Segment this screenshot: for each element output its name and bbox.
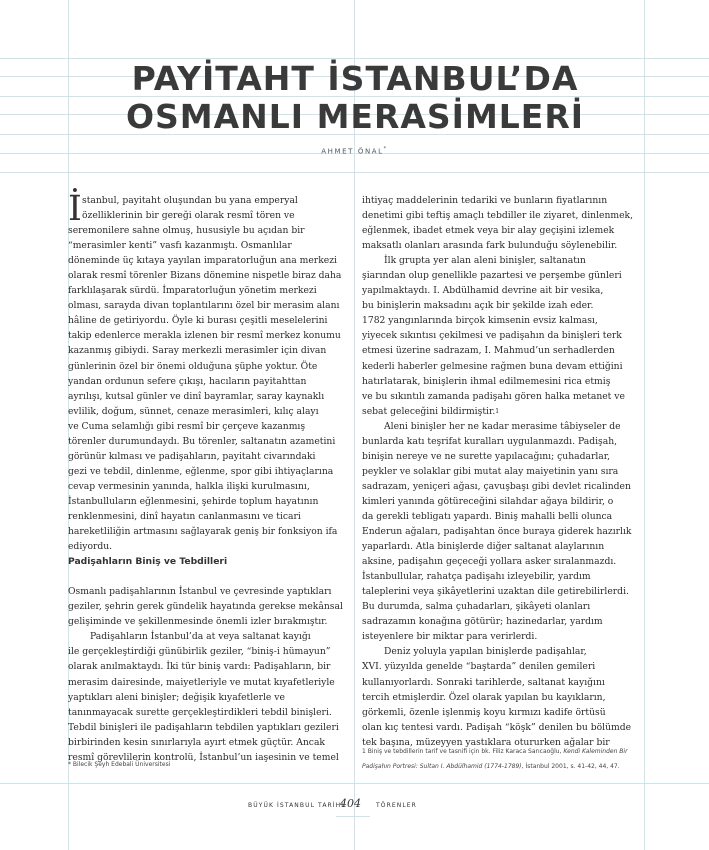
text-line: taleplerini veya şikâyetlerini uzaktan dile getirebilirlerdi. — [362, 586, 629, 598]
text-line: 1782 yangınlarında birçok kimsenin evsiz kalması, — [362, 315, 598, 327]
text-line: hâline de getiriyordu. Öyle ki burası çeşitli meselelerini — [68, 315, 328, 327]
right-column — [362, 193, 644, 750]
section-heading: Padişahların Biniş ve Tebdilleri — [68, 556, 228, 567]
text-line: resmî görevlilerin kontrolü, İstanbul’un iaşesinin ve temel — [68, 751, 339, 763]
page-number: 404 — [340, 797, 361, 810]
paragraph — [68, 629, 348, 764]
text-line: tek başına, müzeyyen yastıklara otururken ağalar bir — [362, 736, 610, 748]
intro-paragraph — [68, 189, 348, 554]
text-line: görünür kılması ve padişahların, payitaht civarındaki — [68, 450, 316, 462]
running-footer-section: TÖRENLER — [376, 802, 417, 809]
footnote — [362, 744, 644, 774]
text-line: bunlarda katı teşrifat kuralları uygulanmazdı. Padişah, — [362, 435, 618, 447]
text-line: hatırlatarak, binişlerin ihmal edilmemesini rica etmiş — [362, 375, 611, 387]
text-line: şiarından olup genellikle pazartesi ve perşembe günleri — [362, 270, 622, 282]
text-line: ve bu sıkıntılı zamanda padişahı gören halka metanet ve — [362, 390, 625, 402]
text-line — [362, 404, 644, 419]
text-line: maksatlı olanları arasında fark bulunduğu söylenebilir. — [362, 240, 618, 252]
footnote-reference: 1 — [495, 407, 500, 415]
text-line: olarak resmî törenler Bizans dönemine nispetle biraz daha — [68, 270, 342, 282]
text-line: evlilik, doğum, sünnet, cenaze merasimleri, kılıç alayı — [68, 405, 319, 417]
paragraph — [362, 253, 644, 419]
text-line: Osmanlı padişahlarının İstanbul ve çevresinde yaptıkları — [68, 586, 332, 598]
text-line: kullanıyorlardı. Sonraki tarihlerde, saltanat kayığını — [362, 676, 605, 688]
title-line-2: OSMANLI MERASİMLERİ — [125, 97, 585, 136]
text-line: takip edenlerce merakla izlenen bir resmî merkez konumu — [68, 330, 341, 342]
text-line: ile gerçekleştirdiği günübirlik geziler, “biniş-i hümayun” — [68, 646, 331, 658]
text-line: Bu durumda, salma çuhadarları, şikâyeti olanları — [362, 601, 591, 613]
text-line: denetimi gibi teftiş amaçlı tebdiller ile ziyaret, dinlenmek, — [362, 210, 634, 222]
text-line: ihtiyaç maddelerinin tedariki ve bunların fiyatlarının — [362, 195, 608, 206]
text-line: birbirinden kesin sınırlarıyla ayırt etmek güçtür. Ancak — [68, 736, 325, 748]
text-line: aksine, padişahın geçeceği yollara asker sıralanmazdı. — [362, 556, 617, 568]
text-line: kazanmış gibiydi. Saray merkezli merasimler için divan — [68, 345, 327, 357]
text-line: bu binişlerin maksadını açık bir şekilde izah eder. — [362, 300, 594, 312]
footnote-text: 1 Biniş ve tebdillerin tarif ve tasnifi için bk. Filiz Karaca Sarıcaoğlu, — [362, 748, 564, 755]
text-line: renklenmesini, dinî hayatın canlanmasını ve ticari — [68, 510, 301, 522]
text-line: binişin nereye ve ne surette yapılacağını; çuhadarlar, — [362, 450, 611, 462]
text-line: XVI. yüzyılda genelde “baştarda” denilen gemileri — [362, 661, 596, 673]
text-line: yaptıkları aleni binişler; değişik kıyafetlerle ve — [68, 691, 285, 703]
paragraph — [362, 193, 644, 253]
paragraph — [362, 644, 644, 749]
text-line: yaparlardı. Atla binişlerde diğer saltanat alaylarının — [362, 541, 605, 553]
text-line: etmesi üzerine sadrazam, I. Mahmud’un serhadlerden — [362, 345, 615, 357]
text-line: seremonilere sahne olmuş, hususiyle bu açıdan bir — [68, 225, 305, 237]
text-line: yapılmaktaydı. I. Abdülhamid devrine ait bir vesika, — [362, 285, 604, 297]
text-line: olarak anılmaktaydı. İki tür biniş vardı: Padişahların, bir — [68, 661, 331, 673]
text-line: ediyordu. — [68, 541, 113, 553]
text-line: İstanbullular, rahatça padişahı izleyebilir, yardım — [362, 571, 591, 583]
text-line: Tebdil binişleri ile padişahların tebdilen yaptıkları gezileri — [68, 721, 339, 733]
text-line: peykler ve solaklar gibi mutat alay maiyetinin yanı sıra — [362, 465, 619, 477]
text-line: Aleni binişler her ne kadar merasime tâbiyseler de — [384, 420, 621, 432]
text-span: sebat geleceğini bildirmiştir. — [362, 405, 496, 417]
text-line: olması, sarayda divan toplantılarını özel bir merasim alanı — [68, 300, 340, 312]
footnote-line — [362, 759, 644, 774]
text-line: geziler, şehrin gerek gündelik hayatında gerekse mekânsal — [68, 601, 343, 613]
page-title — [60, 60, 650, 136]
footnote-line — [362, 744, 644, 759]
text-line: yandan ordunun sefere çıkışı, hacıların payitahttan — [68, 375, 307, 387]
spacer — [68, 569, 348, 584]
text-line: sadrazam, yeniçeri ağası, çavuşbaşı gibi devlet ricalinden — [362, 480, 631, 492]
footnote-book-title: Kendi Kaleminden Bir — [563, 748, 628, 755]
text-line: İstanbulluların eğlenmesini, şehirde toplum hayatının — [68, 495, 319, 507]
text-line: ayrılışı, kutsal günler ve dinî bayramlar, saray kaynaklı — [68, 390, 325, 402]
text-line: kimleri yanında götüreceğini silahdar ağaya bildirir, o — [362, 495, 614, 507]
text-line: döneminde üç kıtaya yayılan imparatorluğun ana merkezi — [68, 255, 337, 267]
text-line: törenler durumundaydı. Bu törenler, saltanatın azametini — [68, 435, 336, 447]
drop-cap: İ — [68, 189, 82, 229]
text-line: da gerekli tebligatı yapardı. Biniş mahalli belli olunca — [362, 510, 613, 522]
text-line: Padişahların İstanbul’da at veya saltanat kayığı — [90, 631, 311, 643]
paragraph — [362, 419, 644, 645]
text-line: merasim dairesinde, maiyetleriyle ve mutat kıyafetleriyle — [68, 676, 335, 688]
paragraph — [68, 584, 348, 629]
text-line: görkemli, özenle işlenmiş koyu kırmızı kadife örtüsü — [362, 706, 606, 718]
text-line: özelliklerinin bir gereği olarak resmî tören ve — [82, 210, 295, 222]
text-line: hareketliliğin artmasını sağlayarak geniş bir fonksiyon ifa — [68, 526, 338, 538]
text-line: “merasimler kenti” vasfı kazanmıştı. Osmanlılar — [68, 240, 292, 252]
author-footnote-mark: * — [383, 146, 388, 152]
text-line: sadrazamın konağına götürür; hazinedarlar, yardım — [362, 616, 603, 628]
author-name: AHMET ÖNAL — [321, 147, 384, 156]
page-number-rule — [336, 816, 370, 817]
text-line: olan kıç tentesi vardı. Padişah “köşk” denilen bu bölümde — [362, 721, 632, 733]
text-line: isteyenlere bir miktar para verirlerdi. — [362, 631, 538, 643]
footnote-text: , İstanbul 2001, s. 41-42, 44, 47. — [521, 763, 620, 771]
left-column — [68, 189, 348, 765]
text-line: yiyecek sıkıntısı çekilmesi ve padişahın da binişleri terk — [362, 330, 622, 342]
text-line: cevap vermesinin yanında, halkla ilişki kurulmasını, — [68, 480, 310, 492]
text-line: Deniz yoluyla yapılan binişlerde padişahlar, — [384, 646, 587, 658]
author-byline — [0, 146, 709, 155]
text-line: farklılaşarak sürdü. İmparatorluğun yönetim merkezi — [68, 285, 317, 297]
text-line: tanınmayacak surette gerçekleştirdikleri tebdil binişleri. — [68, 706, 332, 718]
text-line: kederli haberler gelmesine rağmen buna devam ettiğini — [362, 360, 623, 372]
title-line-1: PAYİTAHT İSTANBUL’DA — [131, 59, 579, 98]
text-line: gezi ve tebdil, dinlenme, eğlenme, spor gibi ihtiyaçlarına — [68, 465, 334, 477]
text-line: gelişiminde ve şekillenmesinde önemli izler bırakmıştır. — [68, 616, 328, 628]
text-line: Enderun ağaları, padişahtan önce buraya giderek hazırlık — [362, 526, 632, 538]
text-line: ve Cuma selamlığı gibi resmî bir çerçeve kazanmış — [68, 420, 306, 432]
text-line: tercih etmişlerdir. Özel olarak yapılan bu kayıkların, — [362, 691, 606, 703]
text-line: eğlenmek, ibadet etmek veya bir alay geçişini izlemek — [362, 225, 615, 237]
running-footer-book-title: BÜYÜK İSTANBUL TARİHİ — [248, 802, 345, 809]
footnote-book-title: Padişahın Portresi: Sultan I. Abdülhamid (1774-1789) — [362, 763, 522, 771]
author-affiliation-footnote: * Bilecik Şeyh Edebali Üniversitesi — [68, 761, 171, 768]
text-line: İlk grupta yer alan aleni binişler, saltanatın — [384, 255, 586, 267]
text-line: günlerinin özel bir önemi olduğuna şüphe yoktur. Öte — [68, 360, 318, 372]
text-line: stanbul, payitaht oluşundan bu yana emperyal — [82, 195, 298, 206]
